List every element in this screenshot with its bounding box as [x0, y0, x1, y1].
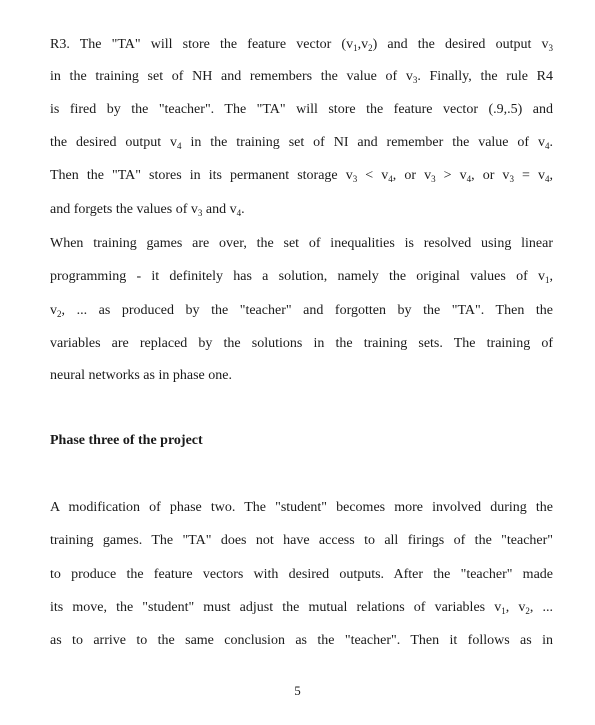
text-line: $v_2$, ... as produced by the "teacher" and forgotten by the "TA". Then the [50, 303, 553, 319]
text-line: neural networks as in phase one. [50, 368, 232, 383]
text-line: is fired by the "teacher". The "TA" will store the feature vector (.9,.5) and [50, 102, 553, 117]
text-line: as to arrive to the same conclusion as the "teacher". Then it follows as in [50, 633, 553, 648]
text-line: and forgets the values of $v_3$ and $v_4$. [50, 202, 245, 218]
text-line: training games. The "TA" does not have access to all firings of the "teacher" [50, 533, 553, 548]
text-line: to produce the feature vectors with desired outputs. After the "teacher" made [50, 567, 553, 582]
page-number: 5 [294, 683, 301, 698]
text-line: A modification of phase two. The "student" becomes more involved during the [50, 500, 553, 515]
section-heading: Phase three of the project [50, 433, 203, 448]
text-line: When training games are over, the set of inequalities is resolved using linear [50, 236, 553, 251]
text-line: variables are replaced by the solutions in the training sets. The training of [50, 336, 553, 351]
text-line: programming - it definitely has a solution, namely the original values of $v_1$, [50, 269, 553, 285]
text-line: Then the "TA" stores in its permanent storage $v_3 < v_4$, or $v_3 > v_4$, or $v_3 = v_4$, [50, 168, 553, 184]
text-line: in the training set of NH and remembers the value of $v_3$. Finally, the rule R4 [50, 69, 553, 85]
text-line: the desired output $v_4$ in the training set of NI and remember the value of $v_4$. [50, 135, 554, 151]
text-line: its move, the "student" must adjust the mutual relations of variables $v_1$, $v_2$, ... [50, 600, 553, 616]
text-line: R3. The "TA" will store the feature vector $(v_1,v_2)$ and the desired output $v_3$ [50, 37, 554, 53]
